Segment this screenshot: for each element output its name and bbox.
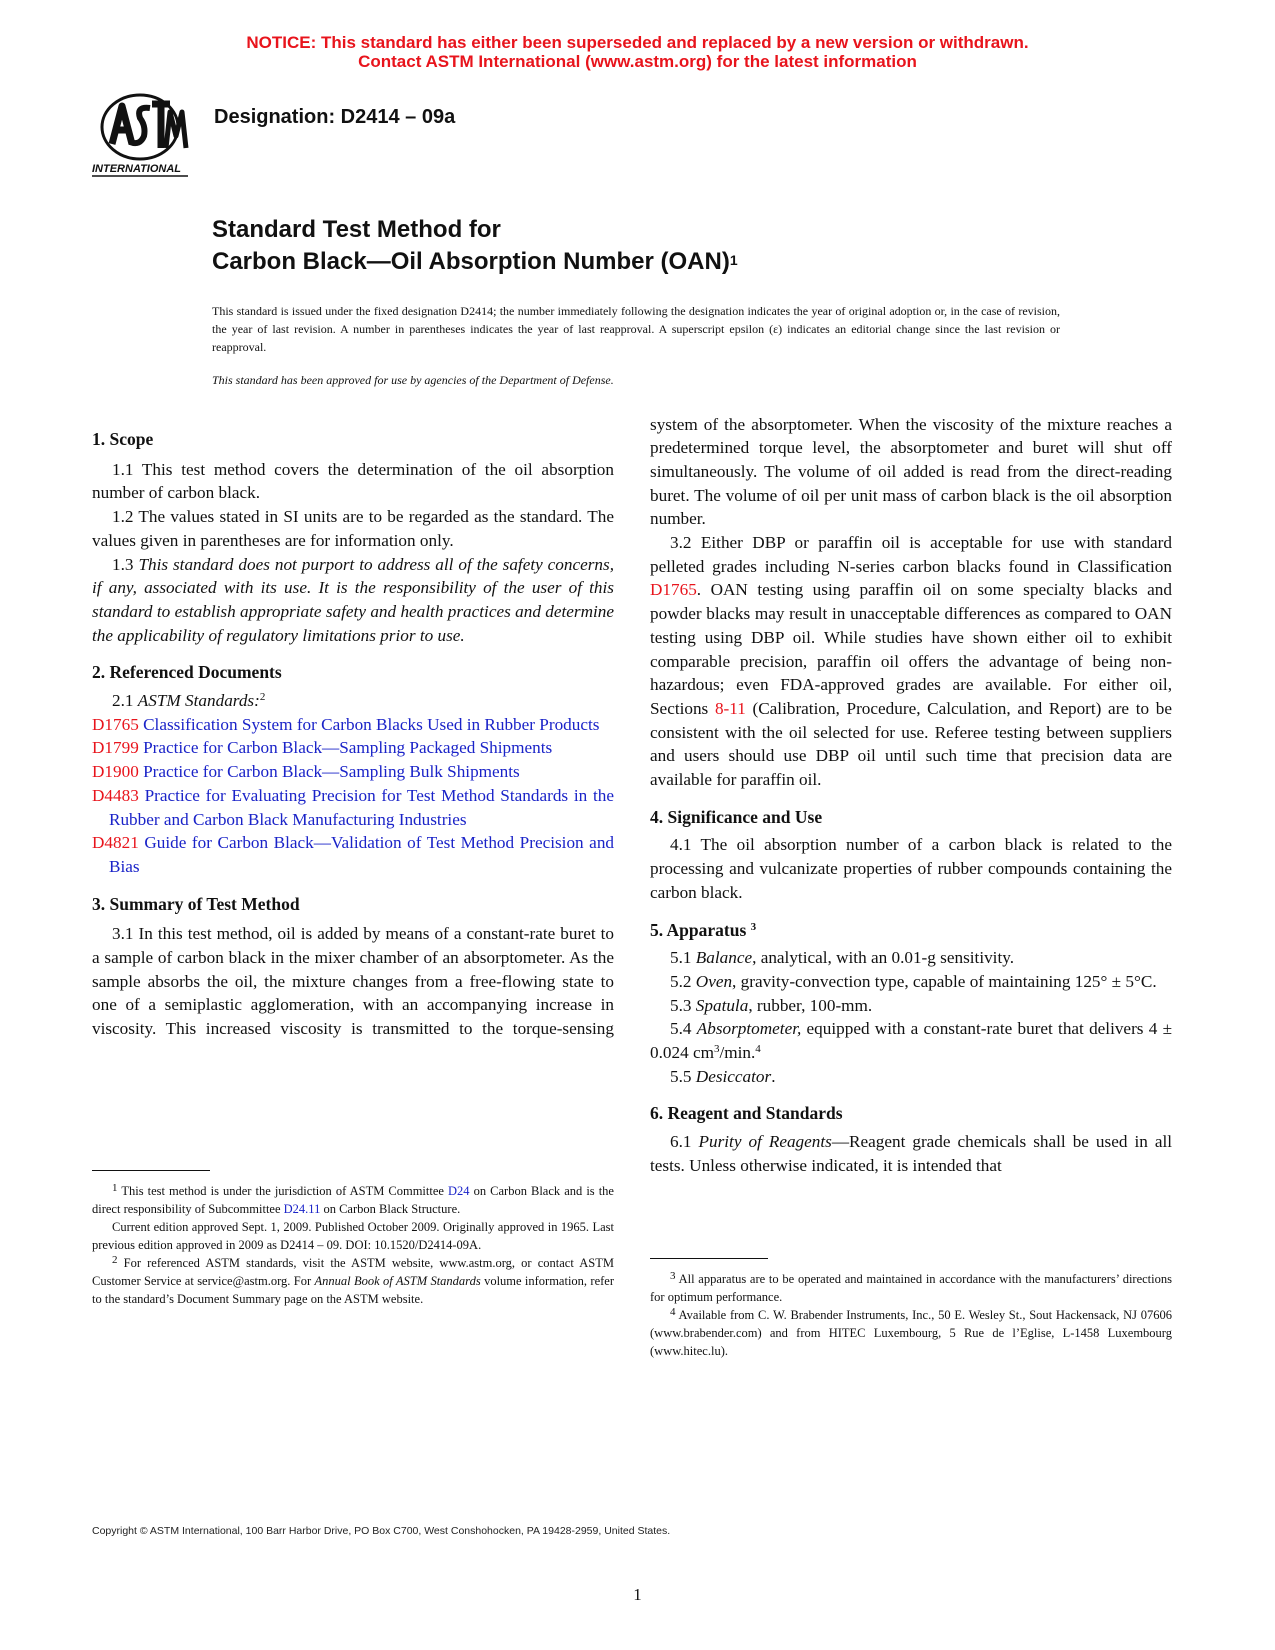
para-3-1-continued: system of the absorptometer. When the viscosity of the mixture reaches a predetermined torque level, the absorptometer and buret will shut off simultaneously. The volume of oil added is read from the direct-reading buret. The volume of oil per unit mass of carbon black is the oil absorption number. xyxy=(650,414,1172,529)
section-heading-summary: 3. Summary of Test Method xyxy=(92,893,300,914)
reference-item[interactable] xyxy=(92,831,614,878)
footnotes-right xyxy=(650,1270,1172,1360)
reference-code[interactable]: D1900 xyxy=(92,762,139,782)
left-column xyxy=(92,428,614,1040)
reference-title[interactable]: Practice for Carbon Black—Sampling Bulk Shipments xyxy=(143,762,520,782)
footnote-1: $^1$ This test method is under the jurisdiction of ASTM Committee D24 on Carbon Black and is the direct responsibility of Subcommittee D24.11 on Carbon Black Structure. xyxy=(92,1182,614,1216)
section-heading-referenced-documents: 2. Referenced Documents xyxy=(92,662,282,683)
footnote-1-edition: Current edition approved Sept. 1, 2009. Published October 2009. Originally approved in 1965. Last previous edition approved in 2009 as D2414 – 09. DOI: 10.1520/D2414-09A. xyxy=(92,1220,614,1252)
astm-logo xyxy=(92,92,202,182)
reference-item[interactable] xyxy=(92,736,614,760)
reference-title[interactable]: Practice for Evaluating Precision for Test Method Standards in the Rubber and Carbon Black Manufacturing Industries xyxy=(109,785,614,829)
reference-code[interactable]: D1799 xyxy=(92,738,139,758)
reference-code[interactable]: D4821 xyxy=(92,833,139,853)
reference-item[interactable] xyxy=(92,784,614,831)
notice-line-2: Contact ASTM International (www.astm.org) for the latest information xyxy=(358,52,917,71)
apparatus-item: 5.2 Oven, gravity-convection type, capable of maintaining 125° ± 5°C. xyxy=(670,971,1157,991)
link-sections-8-11[interactable]: 8-11 xyxy=(714,698,746,718)
reference-item[interactable] xyxy=(92,760,614,784)
title-line-2: Carbon Black—Oil Absorption Number (OAN)$^1$ xyxy=(212,248,738,275)
link-d1765[interactable]: D1765 xyxy=(650,580,697,600)
para-6-1: 6.1 Purity of Reagents—Reagent grade chemicals shall be used in all tests. Unless otherwise indicated, it is intended that xyxy=(650,1132,1172,1175)
dod-statement: This standard has been approved for use by agencies of the Department of Defense. xyxy=(212,373,614,387)
logo-wordmark: INTERNATIONAL xyxy=(92,163,182,175)
para-4-1: 4.1 The oil absorption number of a carbon black is related to the processing and vulcanizate properties of rubber compounds containing the carbon black. xyxy=(650,835,1172,902)
apparatus-item: 5.4 Absorptometer, equipped with a constant-rate buret that delivers 4 ± 0.024 $cm^3/\min.^4$ xyxy=(650,1019,1172,1063)
reference-title[interactable]: Practice for Carbon Black—Sampling Packaged Shipments xyxy=(143,738,553,758)
para-3-1: 3.1 In this test method, oil is added by means of a constant-rate buret to a sample of carbon black in the mixer chamber of an absorptometer. As the sample absorbs the oil, the mixture changes from a free-flowing state to one of a semiplastic agglomeration, with an accompanying increase in viscosity. This increased viscosity is transmitted to the torque-sensing xyxy=(92,924,614,1039)
reference-title[interactable]: Guide for Carbon Black—Validation of Test Method Precision and Bias xyxy=(109,833,615,876)
link-d24-11[interactable]: D24.11 xyxy=(283,1202,321,1216)
section-heading-reagent: 6. Reagent and Standards xyxy=(650,1103,843,1124)
footnote-rule-right xyxy=(650,1258,768,1259)
para-3-2: 3.2 Either DBP or paraffin oil is acceptable for use with standard pelleted grades including N-series carbon blacks found in Classification D1765. OAN testing using paraffin oil on some specialty blacks and powder blacks may result in unacceptable differences as compared to OAN testing using DBP oil. While studies have shown either oil to exhibit comparable precision, paraffin oil offers the advantage of being non-hazardous; even FDA-approved grades are available. For either oil, Sections 8-11 (Calibration, Procedure, Calculation, and Report) are to be consistent with the oil selected for use. Referee testing between suppliers and users should use DBP oil until such time that precision data are available for paraffin oil. xyxy=(650,533,1172,790)
reference-list xyxy=(92,713,614,879)
title-footnote-marker: 1 xyxy=(729,252,738,268)
copyright-line: Copyright © ASTM International, 100 Barr Harbor Drive, PO Box C700, West Conshohocken, PA 19428-2959, United States. xyxy=(92,1525,671,1537)
footnote-4: $^4$ Available from C. W. Brabender Instruments, Inc., 50 E. Wesley St., Sout Hackensack, NJ 07606 (www.brabender.com) and from HITEC Luxembourg, 5 Rue de l’Eglise, L-1458 Luxembourg (www.hitec.lu). xyxy=(650,1306,1172,1358)
designation: Designation: D2414 – 09a xyxy=(214,106,456,128)
footnote-3: $^3$ All apparatus are to be operated and maintained in accordance with the manufacturers’ directions for optimum performance. xyxy=(650,1270,1172,1304)
reference-code[interactable]: D4483 xyxy=(92,785,139,805)
footnote-rule-left xyxy=(92,1170,210,1171)
section-heading-significance: 4. Significance and Use xyxy=(650,806,823,827)
footnote-2: $^2$ For referenced ASTM standards, visit the ASTM website, www.astm.org, or contact ASTM Customer Service at service@astm.org. For Annual Book of ASTM Standards volume information, refer to the standard’s Document Summary page on the ASTM website. xyxy=(92,1254,614,1306)
apparatus-item: 5.5 Desiccator. xyxy=(670,1066,776,1086)
footnotes-left xyxy=(92,1182,614,1308)
para-1-3: 1.3 This standard does not purport to address all of the safety concerns, if any, associated with its use. It is the responsibility of the user of this standard to establish appropriate safety and health practices and determine the applicability of regulatory limitations prior to use. xyxy=(92,554,615,645)
apparatus-list xyxy=(650,946,1172,1088)
reference-code[interactable]: D1765 xyxy=(92,714,139,734)
notice-line-1: NOTICE: This standard has either been superseded and replaced by a new version or withdrawn. xyxy=(246,33,1029,52)
para-1-1: 1.1 This test method covers the determination of the oil absorption number of carbon black. xyxy=(92,459,614,503)
page-number: 1 xyxy=(633,1585,642,1604)
issued-statement: This standard is issued under the fixed designation D2414; the number immediately following the designation indicates the year of original adoption or, in the case of revision, the year of last revision. A number in parentheses indicates the year of last reapproval. A superscript epsilon (ε) indicates an editorial change since the last revision or reapproval. xyxy=(212,304,1060,354)
title-line-1: Standard Test Method for xyxy=(212,216,501,243)
link-d24[interactable]: D24 xyxy=(448,1184,470,1198)
apparatus-item: 5.1 Balance, analytical, with an 0.01-g sensitivity. xyxy=(670,948,1015,968)
apparatus-item: 5.3 Spatula, rubber, 100-mm. xyxy=(670,995,873,1015)
right-column xyxy=(650,412,1172,1178)
reference-item[interactable] xyxy=(92,713,614,737)
para-2-1: 2.1 ASTM Standards:$^2$ xyxy=(112,691,266,711)
para-1-2: 1.2 The values stated in SI units are to be regarded as the standard. The values given in parentheses are for information only. xyxy=(92,507,614,550)
reference-title[interactable]: Classification System for Carbon Blacks Used in Rubber Products xyxy=(143,714,600,734)
superseded-notice xyxy=(0,33,1275,71)
document-title xyxy=(212,214,738,278)
section-heading-apparatus: 5. Apparatus $^3$ xyxy=(650,919,757,940)
section-heading-scope: 1. Scope xyxy=(92,429,154,449)
